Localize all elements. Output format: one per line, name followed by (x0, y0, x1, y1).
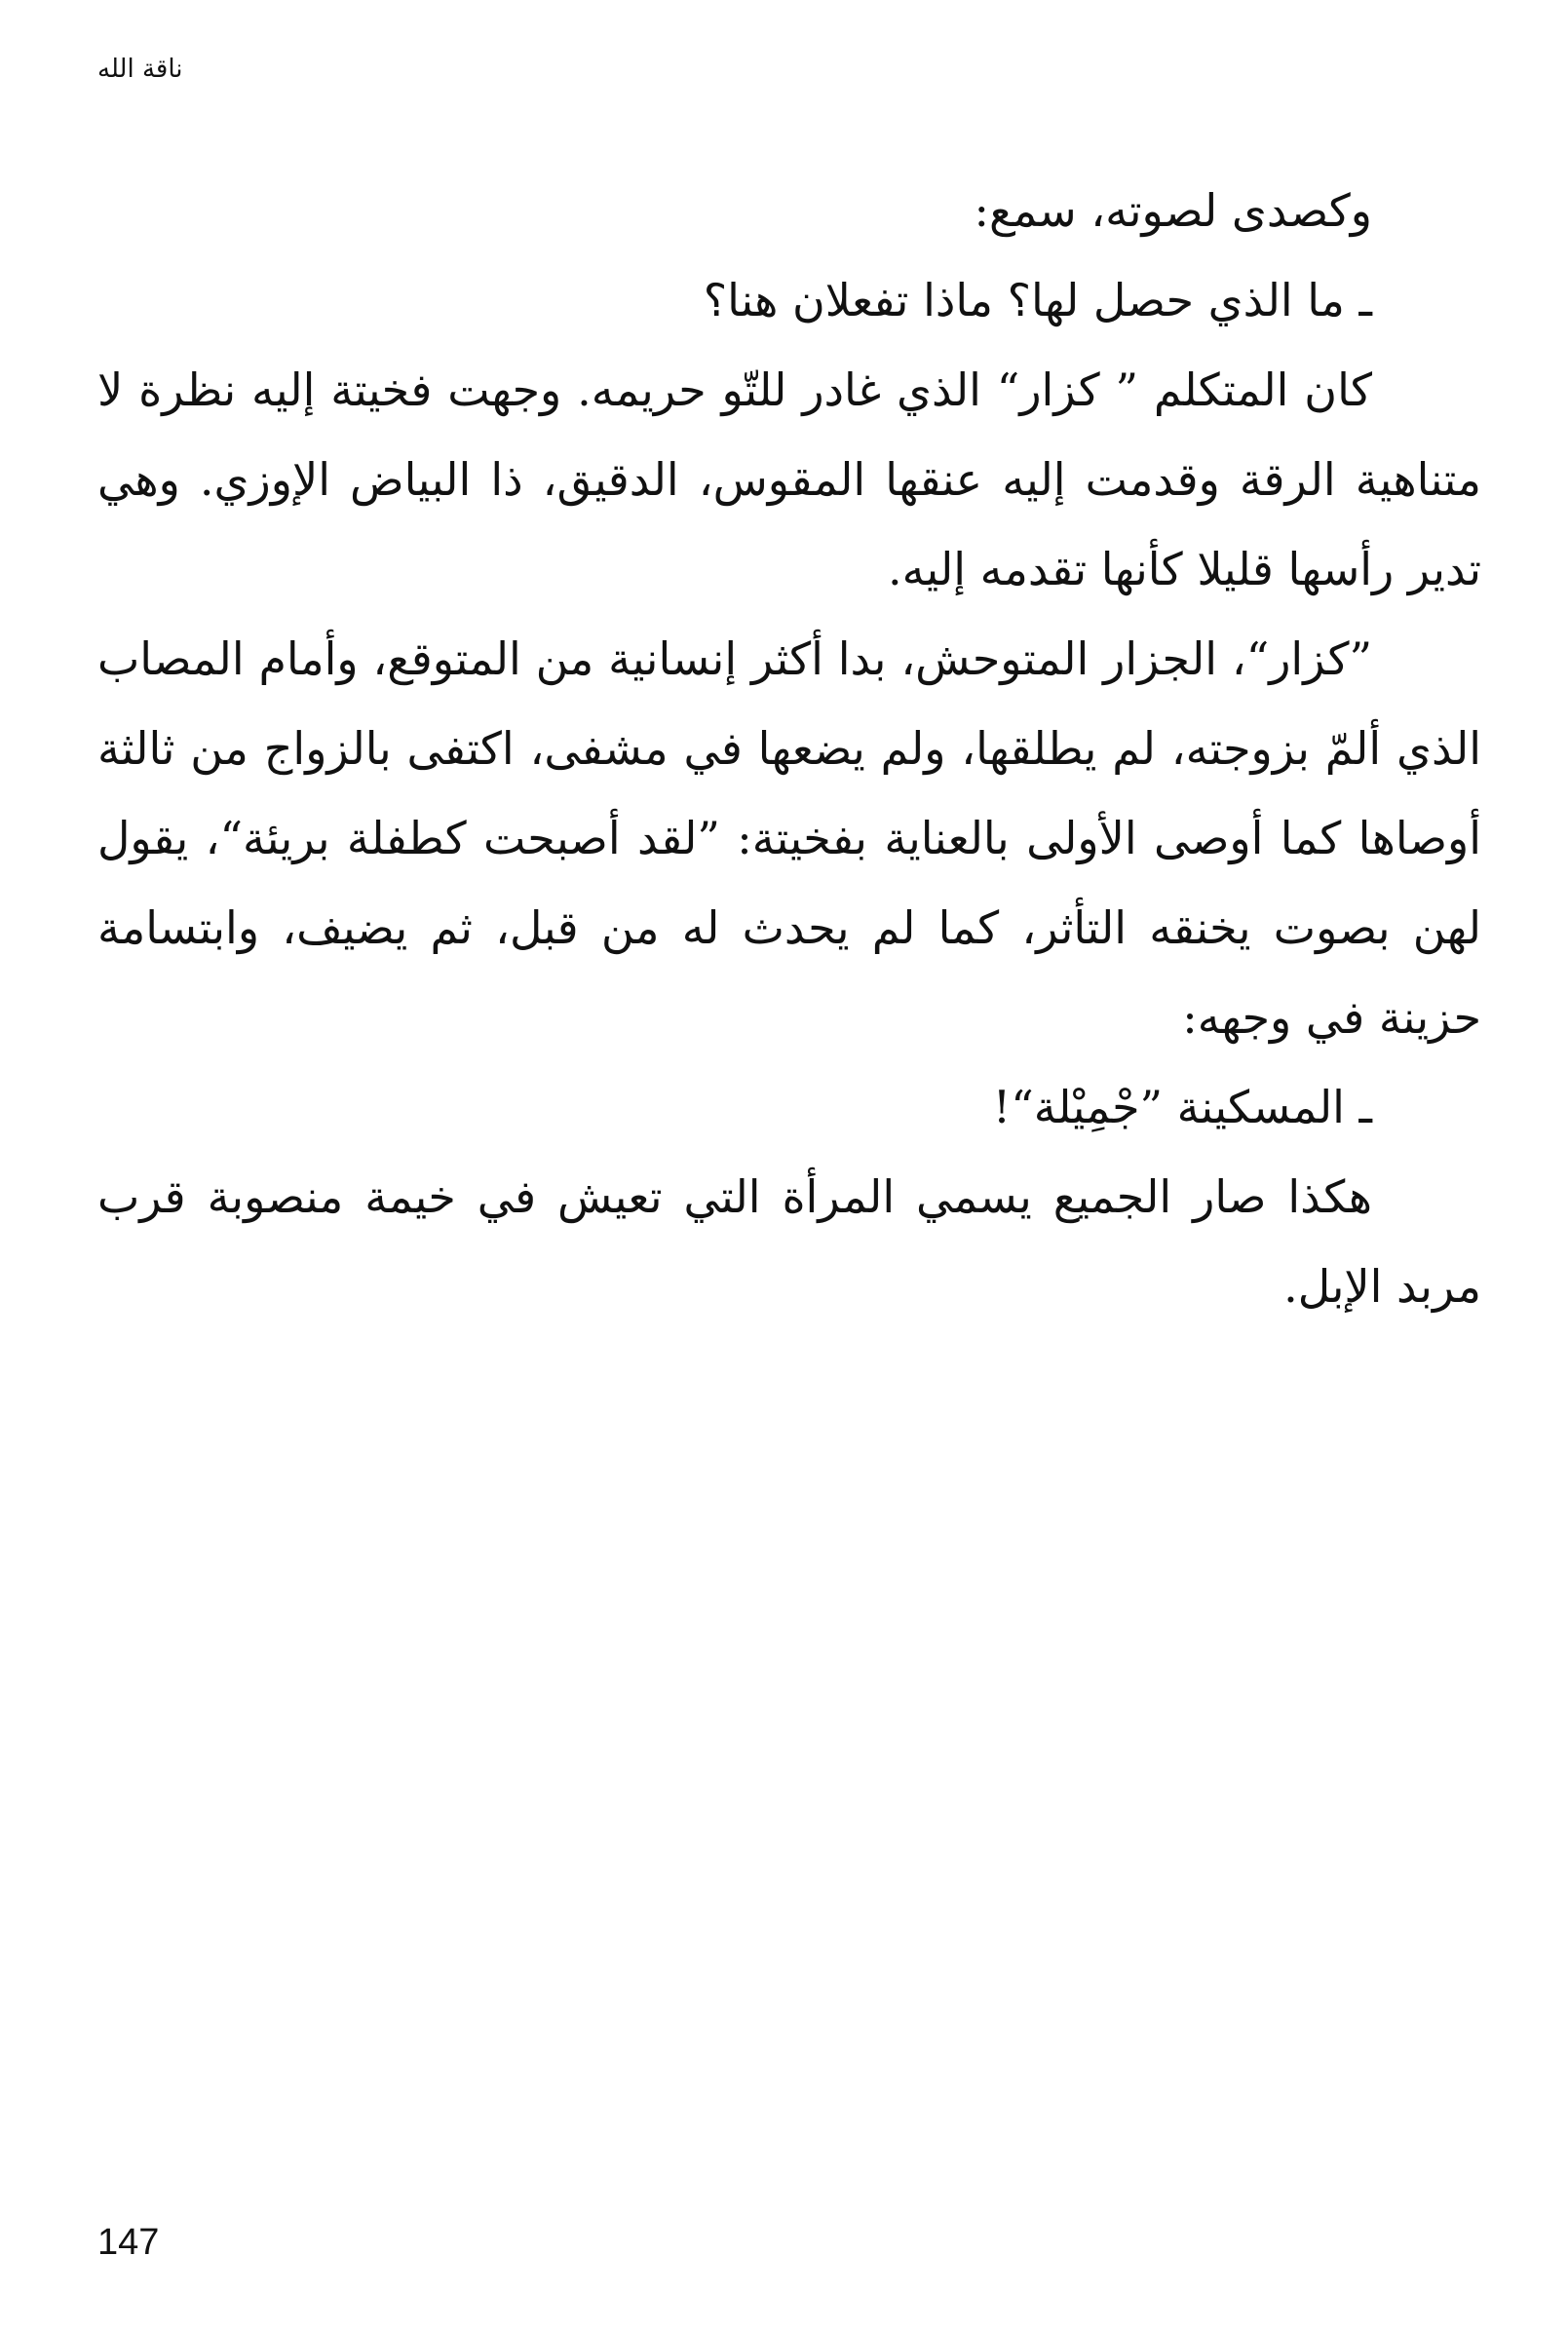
dialogue-line-2: ـ المسكينة ”جْمِيْلة“! (992, 1081, 1372, 1133)
paragraph-4: هكذا صار الجميع يسمي المرأة التي تعيش في خيمة منصوبة قرب مربد الإبل. (97, 1170, 1481, 1313)
running-header: ناقة الله (97, 55, 183, 84)
page-number: 147 (97, 2222, 160, 2263)
paragraph-2: كان المتكلم ” كزار“ الذي غادر للتّو حريمه. وجهت فخيتة إليه نظرة لا متناهية الرقة وقدمت إليه عنقها المقوس، الدقيق، ذا البياض الإوزي. وهي تدير رأسها قليلا كأنها تقدمه إليه. (97, 363, 1481, 595)
body-text (97, 166, 1481, 1331)
paragraph-1: وكصدى لصوته، سمع: (974, 184, 1372, 237)
paragraph-3: ”كزار“، الجزار المتوحش، بدا أكثر إنسانية من المتوقع، وأمام المصاب الذي ألمّ بزوجته، لم يطلقها، ولم يضعها في مشفى، اكتفى بالزواج من ثالثة أوصاها كما أوصى الأولى بالعناية بفخيتة: ”لقد أصبحت كطفلة بريئة“، يقول لهن بصوت يخنقه التأثر، كما لم يحدث له من قبل، ثم يضيف، وابتسامة حزينة في وجهه: (97, 632, 1481, 1044)
dialogue-line-1: ـ ما الذي حصل لها؟ ماذا تفعلان هنا؟ (703, 274, 1372, 326)
